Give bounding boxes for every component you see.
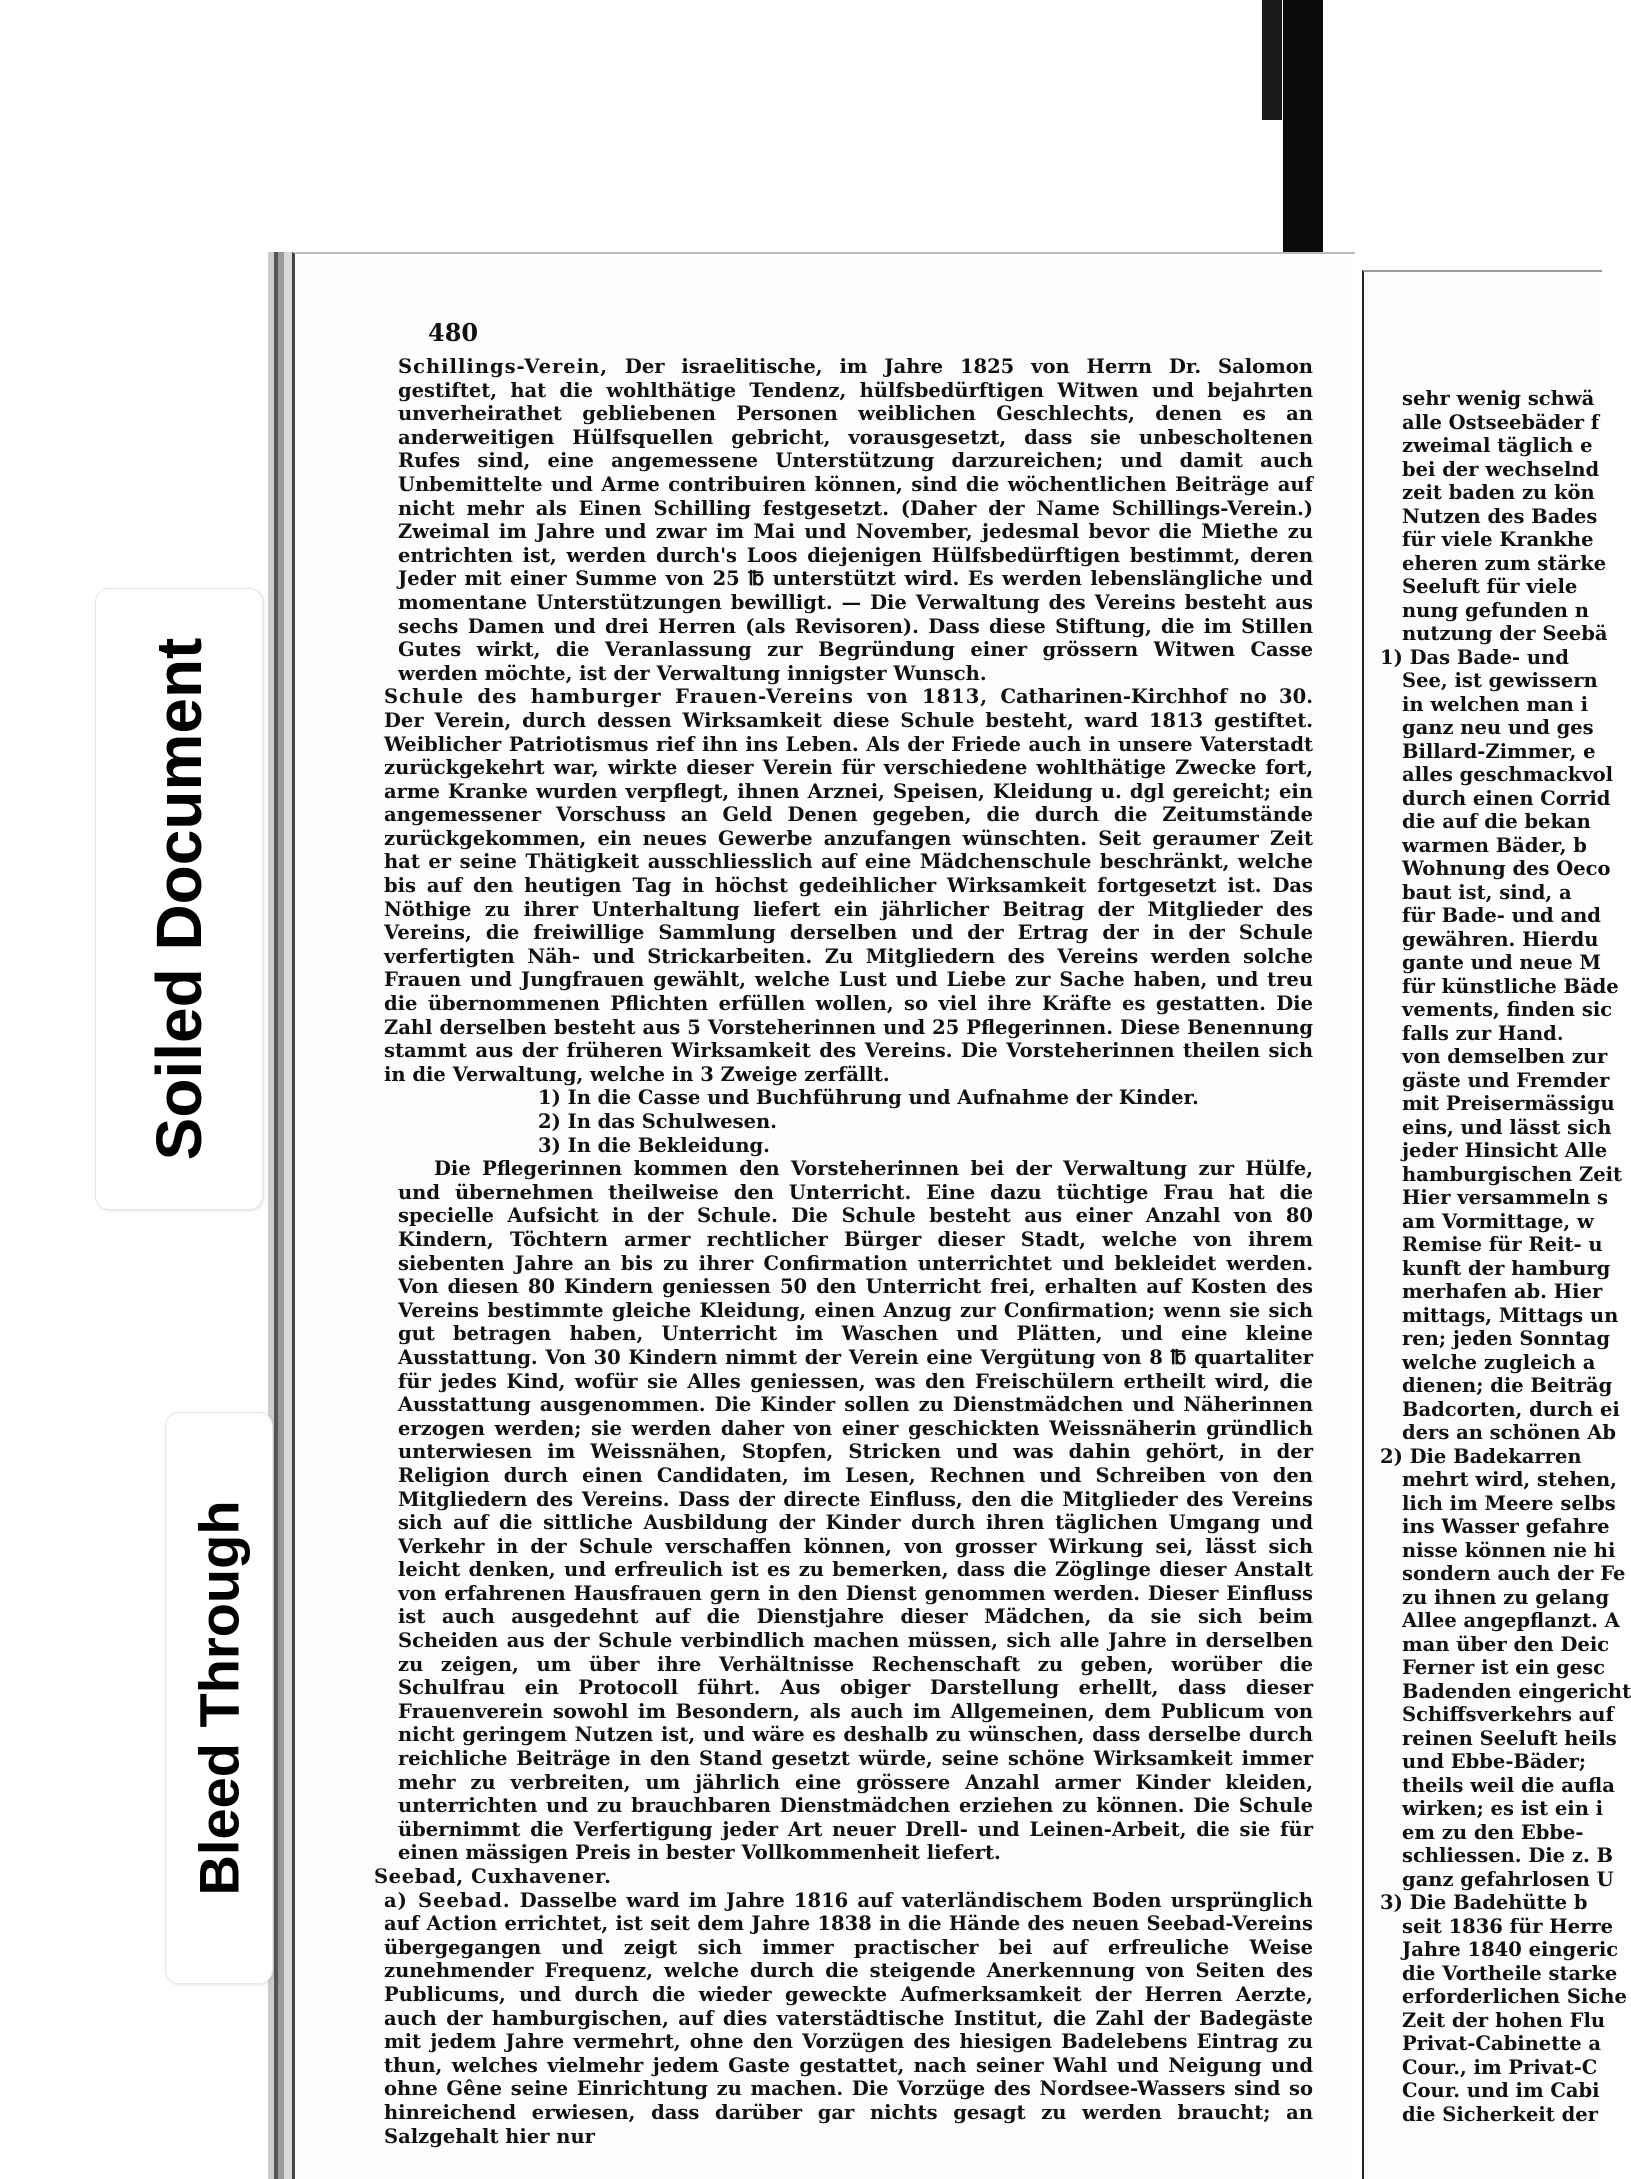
- administration-list: [398, 1086, 1313, 1157]
- right-page-line: erforderlichen Siche: [1402, 1985, 1627, 2008]
- label-text: Bleed Through: [187, 1500, 251, 1896]
- right-page-line: ins Wasser gefahre: [1402, 1515, 1610, 1538]
- soiled-document-label: [95, 588, 263, 1210]
- right-page-line: Wohnung des Oeco: [1402, 857, 1611, 880]
- right-page-line: Badcorten, durch ei: [1402, 1397, 1620, 1421]
- right-page-line: hamburgischen Zeit: [1402, 1162, 1623, 1186]
- right-page-line: See, ist gewissern: [1402, 669, 1598, 692]
- right-page-line: bei der wechselnd: [1402, 457, 1600, 481]
- right-page-text: [1380, 387, 1631, 2126]
- right-page-line: eins, und lässt sich: [1402, 1115, 1612, 1139]
- right-page-line: Schiffsverkehrs auf: [1402, 1703, 1614, 1726]
- right-page-line: em zu den Ebbe-: [1402, 1820, 1584, 1844]
- entry-schillings-verein: [398, 355, 1313, 685]
- right-page-line: reinen Seeluft heils: [1402, 1726, 1617, 1750]
- right-page-line: theils weil die aufla: [1402, 1773, 1615, 1797]
- right-page-line: Allee angepflanzt. A: [1402, 1609, 1620, 1632]
- entry-body: Dasselbe ward im Jahre 1816 auf vaterländischem Boden ursprünglich auf Action errichtet, ist seit dem Jahre 1838 in die Hände des neuen Seebad-Vereins übergegangen und zeigt sich immer practischer bei auf erfreuliche Weise zunehmender Frequenz, welche durch die steigende Anerkennung von Seiten des Publicums, und durch die wieder geweckte Aufmerksamkeit der Herren Aerzte, auch der hamburgischen, auf dies vaterstädtische Institut, die Zahl der Badegäste mit jedem Jahre vermehrt, ohne den Vorzügen des hiesigen Badelebens Eintrag zu thun, welches vielmehr jedem Gaste gestattet, nach seiner Wahl und Neigung und ohne Gêne seine Einrichtung zu machen. Die Vorzüge des Nordsee-Wassers sind so hinreichend erwiesen, dass darüber gar nichts gesagt zu werden braucht; an Salzgehalt hier nur: [384, 1888, 1313, 2148]
- right-page-line: zu ihnen zu gelang: [1402, 1585, 1610, 1609]
- list-item: 3) In die Bekleidung.: [538, 1133, 770, 1157]
- right-page-line: am Vormittage, w: [1402, 1209, 1594, 1233]
- right-page-line: 3) Die Badehütte b: [1380, 1891, 1588, 1914]
- right-page-line: die Vortheile starke: [1402, 1961, 1618, 1985]
- right-page-line: ren; jeden Sonntag: [1402, 1327, 1611, 1350]
- right-page-line: Cour. und im Cabi: [1402, 2079, 1600, 2102]
- bleed-through-label: [165, 1412, 273, 1984]
- right-page-line: gewähren. Hierdu: [1402, 927, 1599, 951]
- right-page-line: für Bade- und and: [1402, 904, 1601, 927]
- entry-heading: a) Seebad.: [384, 1888, 511, 1912]
- right-page-line: Jahre 1840 eingeric: [1402, 1938, 1619, 1961]
- right-page-line: für künstliche Bäde: [1402, 974, 1619, 998]
- right-page-line: alles geschmackvol: [1402, 763, 1614, 786]
- right-page-line: jeder Hinsicht Alle: [1402, 1139, 1608, 1162]
- right-page-line: vements, finden sic: [1402, 998, 1613, 1021]
- entry-body: Catharinen-Kirchhof no 30. Der Verein, durch dessen Wirksamkeit diese Schule besteht, ward 1813 gestiftet. Weiblicher Patriotismus rief ihn ins Leben. Als der Friede auch in unsere Vaterstadt zurückgekehrt war, wirkte dieser Verein für verschiedene wohlthätige Zwecke fort, arme Kranke wurden verpflegt, ihnen Arznei, Speisen, Kleidung u. dgl gereicht; ein angemessener Vorschuss an Geld Denen gegeben, die durch die Zeitumstände zurückgekommen, ein neues Gewerbe anzufangen wünschten. Seit geraumer Zeit hat er seine Thätigkeit ausschliesslich auf eine Mädchenschule beschränkt, welche bis auf den heutigen Tag in höchst gedeihlicher Wirksamkeit fortgesetzt ist. Das Nöthige zu ihrer Unterhaltung liefert ein jährlicher Beitrag der Mitglieder des Vereins, die freiwillige Sammlung derselben und der Ertrag der in der Schule verfertigten Näh- und Strickarbeiten. Zu Mitgliedern des Vereins werden solche Frauen und Jungfrauen gewählt, welche Lust und Liebe zur Sache haben, und treu die übernommenen Pflichten erfüllen wollen, so viel ihre Kräfte es gestatten. Die Zahl derselben besteht aus 5 Vorsteherinnen und 25 Pflegerinnen. Diese Benennung stammt aus der früheren Wirksamkeit des Vereins. Die Vorsteherinnen theilen sich in die Verwaltung, welche in 3 Zweige zerfällt.: [384, 685, 1313, 1086]
- background-shadow: [1262, 0, 1282, 120]
- right-page-line: die auf die bekan: [1402, 810, 1591, 833]
- right-page-line: falls zur Hand.: [1402, 1021, 1564, 1045]
- right-page-line: gäste und Fremder: [1402, 1068, 1610, 1092]
- right-page-line: Seeluft für viele: [1402, 575, 1578, 598]
- right-page-line: lich im Meere selbs: [1402, 1491, 1616, 1515]
- right-page-line: merhafen ab. Hier: [1402, 1280, 1603, 1303]
- entry-heading: Schule des hamburger Frauen-Vereins von 1813,: [384, 685, 989, 709]
- right-page-line: ganz neu und ges: [1402, 716, 1594, 739]
- right-page-line: von demselben zur: [1402, 1045, 1608, 1068]
- page-number: 480: [428, 318, 479, 347]
- right-page-line: nung gefunden n: [1402, 598, 1589, 622]
- right-page-line: alle Ostseebäder f: [1402, 410, 1600, 434]
- label-text: Soiled Document: [143, 637, 215, 1161]
- right-page-line: Privat-Cabinette a: [1402, 2032, 1602, 2055]
- section-heading: Seebad, Cuxhavener.: [374, 1865, 612, 1888]
- left-page-text: [374, 355, 1313, 2148]
- right-page-line: zweimal täglich e: [1402, 434, 1593, 457]
- right-page-line: ganz gefahrlosen U: [1402, 1867, 1614, 1891]
- right-page-line: kunft der hamburg: [1402, 1256, 1611, 1280]
- right-page-line: gante und neue M: [1402, 951, 1601, 974]
- right-page-line: mittags, Mittags un: [1402, 1303, 1619, 1327]
- right-page-line: und Ebbe-Bäder;: [1402, 1750, 1587, 1773]
- entry-heading: Schillings-Verein,: [398, 355, 609, 378]
- right-page-line: seit 1836 für Herre: [1402, 1914, 1614, 1938]
- right-page-line: Cour., im Privat-C: [1402, 2055, 1598, 2079]
- right-page-line: baut ist, sind, a: [1402, 880, 1572, 904]
- right-page-line: nisse können nie hi: [1402, 1538, 1616, 1562]
- right-page-line: nutzung der Seebä: [1402, 622, 1608, 645]
- right-page-line: durch einen Corrid: [1402, 786, 1611, 810]
- right-page-line: zeit baden zu kön: [1402, 481, 1595, 504]
- right-page-line: in welchen man i: [1402, 692, 1589, 716]
- right-page-line: für viele Krankhe: [1402, 528, 1594, 551]
- right-page-line: Ferner ist ein gesc: [1402, 1656, 1605, 1679]
- right-page-line: Zeit der hohen Flu: [1402, 2008, 1606, 2032]
- right-page-line: Nutzen des Bades: [1402, 504, 1598, 528]
- background-shadow: [1283, 0, 1323, 270]
- right-page-line: dienen; die Beiträg: [1402, 1374, 1613, 1397]
- right-page-line: 2) Die Badekarren: [1380, 1444, 1582, 1468]
- right-page-line: mit Preisermässigu: [1402, 1092, 1615, 1115]
- entry-schule-frauen-verein: [384, 685, 1313, 1086]
- entry-body: Der israelitische, im Jahre 1825 von Herrn Dr. Salomon gestiftet, hat die wohlthätige Tendenz, hülfsbedürftigen Witwen und bejahrten unverheirathet gebliebenen Personen weiblichen Geschlechts, denen es an anderweitigen Hülfsquellen gebricht, vorausgesetzt, dass sie unbescholtenen Rufes sind, eine angemessene Unterstützung darzureichen; und damit auch Unbemittelte und Arme contribuiren können, sind die wöchentlichen Beiträge auf nicht mehr als Einen Schilling festgesetzt. (Daher der Name Schillings-Verein.) Zweimal im Jahre und zwar im Mai und November, jedesmal bevor die Miethe zu entrichten ist, werden durch's Loos diejenigen Hülfsbedürftigen bestimmt, deren Jeder mit einer Summe von 25 ℔ unterstützt wird. Es werden lebenslängliche und momentane Unterstützungen bewilligt. — Die Verwaltung des Vereins besteht aus sechs Damen und drei Herren (als Revisoren). Dass diese Stiftung, die im Stillen Gutes wirkt, die Veranlassung zur Begründung einer grössern Witwen Casse werden möchte, ist der Verwaltung innigster Wunsch.: [398, 355, 1313, 685]
- right-page-line: Badenden eingericht: [1402, 1679, 1631, 1703]
- right-page-line: 1) Das Bade- und: [1380, 645, 1569, 669]
- right-page-line: ders an schönen Ab: [1402, 1421, 1617, 1444]
- right-page-line: wirken; es ist ein i: [1402, 1797, 1604, 1820]
- right-page-line: mehrt wird, stehen,: [1402, 1468, 1617, 1491]
- entry-continuation: Die Pflegerinnen kommen den Vorsteherinnen bei der Verwaltung zur Hülfe, und übernehmen theilweise den Unterricht. Eine dazu tüchtige Frau hat die specielle Aufsicht in der Schule. Die Schule besteht aus einer Anzahl von 80 Kindern, Töchtern armer rechtlicher Bürger dieser Stadt, welche von ihrem siebenten Jahre an bis zu ihrer Confirmation unterrichtet und bekleidet werden. Von diesen 80 Kindern geniessen 50 den Unterricht frei, erhalten auf Kosten des Vereins bestimmte gleiche Kleidung, einen Anzug zur Confirmation; wenn sie sich gut betragen haben, Unterricht im Waschen und Plätten, und eine kleine Ausstattung. Von 30 Kindern nimmt der Verein eine Vergütung von 8 ℔ quartaliter für jedes Kind, wofür sie Alles geniessen, was den Freischülern ertheilt wird, die Ausstattung ausgenommen. Die Kinder sollen zu Dienstmädchen und Näherinnen erzogen werden; sie werden daher von einer geschickten Weissnäherin gründlich unterwiesen im Weissnähen, Stopfen, Stricken und was dahin gehört, in der Religion durch einen Candidaten, im Lesen, Rechnen und Schreiben von den Mitgliedern des Vereins. Dass der directe Einfluss, den die Mitglieder des Vereins sich auf die sittliche Ausbildung der Kinder durch ihren täglichen Umgang und Verkehr in der Schule verschaffen können, von grosser Wirkung sei, lässt sich leicht denken, und erfreulich ist es zu bemerken, dass die Zöglinge dieser Anstalt von erfahrenen Hausfrauen gern in den Dienst genommen werden. Dieser Einfluss ist auch ausgedehnt auf die Dienstjahre dieser Mädchen, da sie sich beim Scheiden aus der Schule verbindlich machen müssen, sich alle Jahre in derselben zu zeigen, um über ihre Verhältnisse Rechenschaft zu geben, worüber die Schulfrau ein Protocoll führt. Aus obiger Darstellung erhellt, dass dieser Frauenverein sowohl im Besondern, als auch im Allgemeinen, dem Publicum von nicht geringem Nutzen ist, und wäre es deshalb zu wünschen, dass derselbe durch reichliche Beiträge in den Stand gesetzt würde, seine schöne Wirksamkeit immer mehr zu verbreiten, um jährlich eine grössere Anzahl armer Kinder kleiden, unterrichten und zu brauchbaren Dienstmädchen erziehen zu können. Die Schule übernimmt die Verfertigung jeder Art neuer Drell- und Leinen-Arbeit, die sie für einen mässigen Preis in bester Vollkommenheit liefert.: [398, 1157, 1313, 1865]
- list-item: 1) In die Casse und Buchführung und Aufnahme der Kinder.: [538, 1086, 1199, 1110]
- right-page-line: man über den Deic: [1402, 1632, 1610, 1656]
- right-page-line: sehr wenig schwä: [1402, 387, 1595, 410]
- list-item: 2) In das Schulwesen.: [538, 1110, 777, 1133]
- right-page-line: die Sicherkeit der: [1402, 2102, 1598, 2126]
- right-page-line: warmen Bäder, b: [1402, 833, 1587, 857]
- right-page-line: Remise für Reit- u: [1402, 1233, 1603, 1256]
- right-page-line: welche zugleich a: [1402, 1350, 1596, 1374]
- right-page-line: Billard-Zimmer, e: [1402, 739, 1596, 763]
- entry-seebad: [384, 1889, 1313, 2149]
- right-page-line: Hier versammeln s: [1402, 1186, 1608, 1209]
- right-page-line: schliessen. Die z. B: [1402, 1844, 1614, 1867]
- right-page-line: sondern auch der Fe: [1402, 1562, 1626, 1585]
- right-page-line: eheren zum stärke: [1402, 551, 1607, 575]
